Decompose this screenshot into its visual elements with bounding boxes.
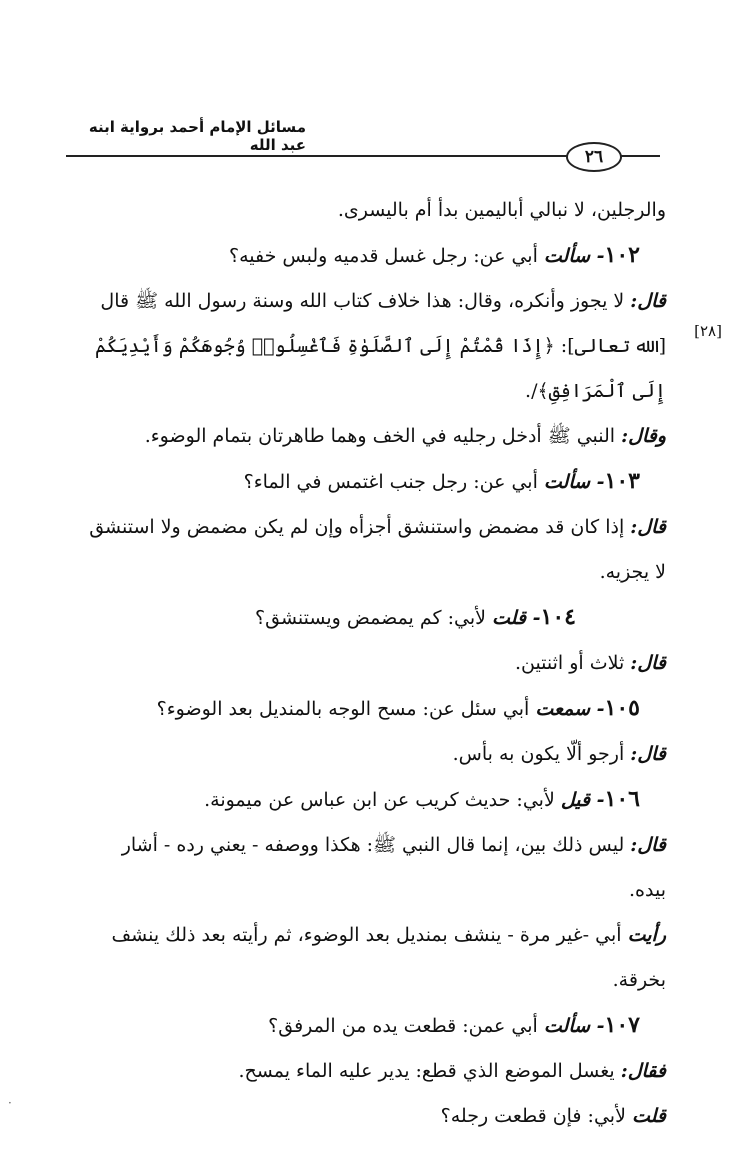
line-text: أبي سئل عن: مسح الوجه بالمنديل بعد الوضوء؟ — [156, 698, 536, 720]
text-line — [60, 913, 666, 958]
line-text: أرجو ألّا يكون به بأس. — [452, 743, 631, 765]
line-text: لأبي: كم يمضمض ويستنشق؟ — [255, 607, 493, 629]
text-line — [60, 595, 666, 641]
text-line — [60, 550, 666, 595]
question-number: ١٠٧ — [604, 1012, 640, 1038]
line-text: لا يجزيه. — [599, 561, 666, 583]
line-text: لأبي: حديث كريب عن ابن عباس عن ميمونة. — [204, 789, 561, 811]
line-text: بخرقة. — [612, 969, 666, 991]
margin-reference: [٢٨] — [694, 322, 722, 340]
text-line — [60, 868, 666, 913]
keyword: قال: — [630, 743, 666, 765]
keyword: - سألت — [543, 245, 605, 267]
page-number-badge: ٢٦ — [566, 142, 622, 172]
text-line — [60, 1003, 666, 1049]
keyword: قلت — [631, 1105, 666, 1127]
line-text: إذا كان قد مضمض واستنشق أجزأه وإن لم يكن مضمض ولا استنشق — [89, 516, 631, 538]
keyword: قال: — [630, 290, 666, 312]
line-text: بيده. — [629, 879, 666, 901]
keyword: وقال: — [621, 425, 666, 447]
line-text: يغسل الموضع الذي قطع: يدير عليه الماء يمسح. — [238, 1060, 621, 1082]
keyword: - سألت — [543, 1015, 605, 1037]
question-number: ١٠٢ — [604, 242, 640, 268]
question-number: ١٠٤ — [540, 604, 576, 630]
text-line — [60, 324, 666, 414]
question-number: ١٠٣ — [604, 468, 640, 494]
line-text: ثلاث أو اثنتين. — [514, 652, 631, 674]
running-header-title: مسائل الإمام أحمد برواية ابنه عبد الله — [88, 118, 306, 154]
line-text: لأبي: فإن قطعت رجله؟ — [440, 1105, 632, 1127]
text-line — [60, 732, 666, 777]
text-line — [60, 641, 666, 686]
text-line — [60, 414, 666, 459]
stray-mark: · — [8, 1096, 12, 1110]
keyword: - قيل — [560, 789, 605, 811]
page-body — [60, 188, 666, 1139]
text-line — [60, 459, 666, 505]
keyword: قال: — [630, 652, 666, 674]
text-line — [60, 777, 666, 823]
keyword: - سألت — [543, 471, 605, 493]
keyword: فقال: — [620, 1060, 666, 1082]
keyword: قال: — [630, 516, 666, 538]
question-number: ١٠٦ — [604, 786, 640, 812]
line-text: أبي -غير مرة - ينشف بمنديل بعد الوضوء، ثم رأيته بعد ذلك ينشف — [111, 924, 628, 946]
text-line — [60, 188, 666, 233]
line-text: النبي ﷺ أدخل رجليه في الخف وهما طاهرتان بتمام الوضوء. — [144, 425, 622, 447]
line-text: أبي عن: رجل غسل قدميه ولبس خفيه؟ — [228, 245, 544, 267]
line-text: [الله تعالى]: ﴿إِذَا قُمْتُمْ إِلَى ٱلصَّلَوٰةِ فَٱغْسِلُوا۟ وُجُوهَكُمْ وَأَيْدِيَكُمْ إِلَى ٱلْمَرَافِقِ﴾/. — [94, 335, 666, 402]
text-line — [60, 279, 666, 324]
text-line — [60, 1094, 666, 1139]
text-line — [60, 233, 666, 279]
line-text: والرجلين، لا نبالي أباليمين بدأ أم باليسرى. — [337, 199, 666, 221]
text-line — [60, 823, 666, 868]
keyword: - قلت — [492, 607, 541, 629]
line-text: أبي عمن: قطعت يده من المرفق؟ — [268, 1015, 544, 1037]
keyword: رأيت — [627, 924, 666, 946]
line-text: ليس ذلك بين، إنما قال النبي ﷺ: هكذا ووصفه - يعني رده - أشار — [121, 834, 631, 856]
text-line — [60, 686, 666, 732]
text-line — [60, 1049, 666, 1094]
question-number: ١٠٥ — [604, 695, 640, 721]
keyword: - سمعت — [535, 698, 605, 720]
text-line — [60, 505, 666, 550]
keyword: قال: — [630, 834, 666, 856]
text-line — [60, 958, 666, 1003]
line-text: أبي عن: رجل جنب اغتمس في الماء؟ — [243, 471, 544, 493]
line-text: لا يجوز وأنكره، وقال: هذا خلاف كتاب الله وسنة رسول الله ﷺ قال — [100, 290, 631, 312]
